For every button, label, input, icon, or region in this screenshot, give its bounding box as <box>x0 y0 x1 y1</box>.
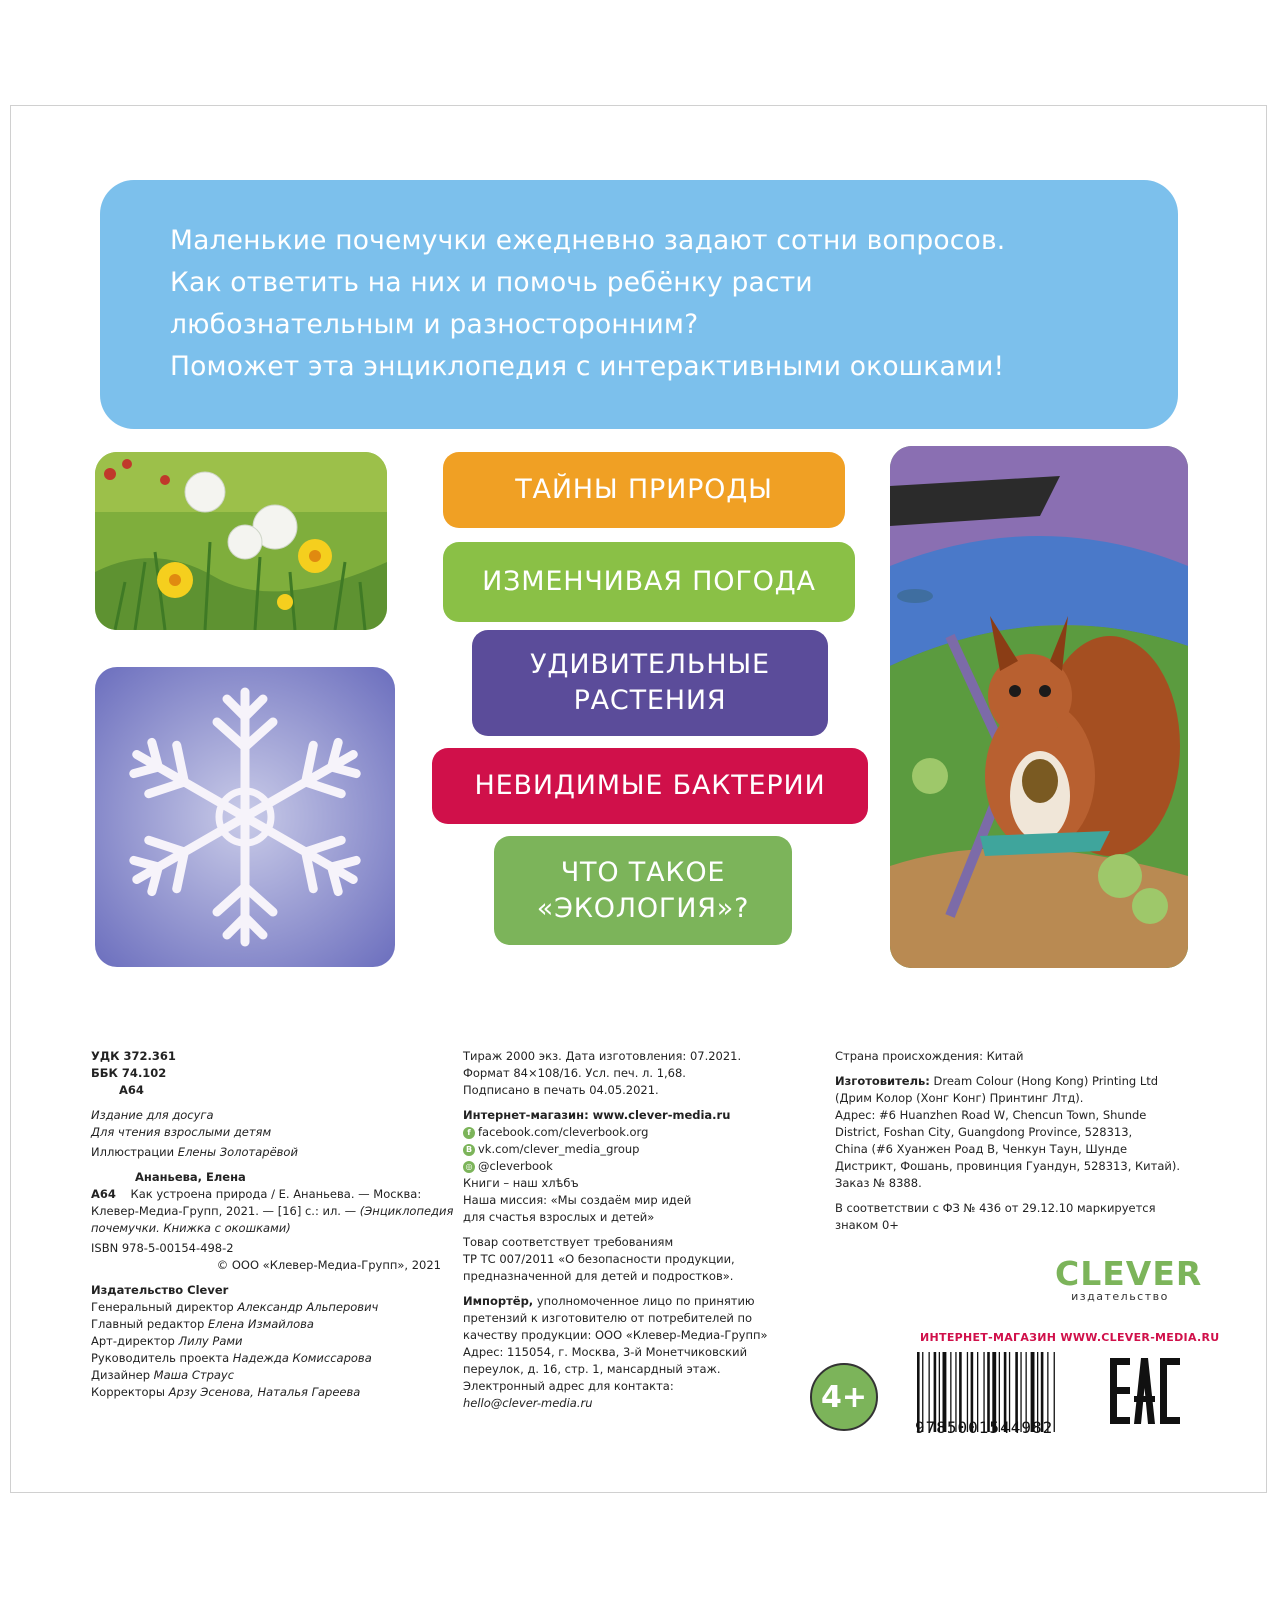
mission: Наша миссия: «Мы создаём мир идей <box>463 1193 692 1207</box>
logo-sub: издательство <box>1071 1290 1169 1303</box>
record-text: Клевер-Медиа-Групп, 2021. — [16] с.: ил. — <box>91 1204 357 1218</box>
email-link[interactable]: hello@clever-media.ru <box>463 1396 593 1410</box>
barcode-digits: 9785001544982 <box>915 1418 1054 1437</box>
eac-mark <box>1110 1358 1180 1424</box>
maker-label: Изготовитель: <box>835 1074 930 1088</box>
facebook-link[interactable]: facebook.com/cleverbook.org <box>478 1125 649 1139</box>
mission: для счастья взрослых и детей» <box>463 1210 655 1224</box>
topic-label: ТАЙНЫ ПРИРОДЫ <box>515 474 773 505</box>
maker-text: Dream Colour (Hong Kong) Printing Ltd <box>933 1074 1159 1088</box>
staff-name: Надежда Комиссарова <box>232 1351 372 1365</box>
vk-icon: B <box>463 1144 475 1156</box>
staff-role: Дизайнер <box>91 1368 150 1382</box>
age-rating-badge: 4+ <box>810 1363 878 1431</box>
record-code: А64 <box>91 1187 116 1201</box>
importer-text: уполномоченное лицо по принятию <box>536 1294 755 1308</box>
importer-text: Адрес: 115054, г. Москва, 3-й Монетчиковский <box>463 1345 748 1359</box>
imprint-column-right <box>835 1048 1185 1234</box>
maker-text: China (#6 Хуанжен Роад В, Ченкун Таун, Шунде <box>835 1142 1128 1156</box>
maker-text: (Дрим Колор (Хонг Конг) Принтинг Лтд). <box>835 1091 1084 1105</box>
series-text: почемучки. Книжка с окошками) <box>91 1221 291 1235</box>
topic-nature-secrets <box>443 452 845 528</box>
staff-role: Главный редактор <box>91 1317 205 1331</box>
order-number: Заказ № 8388. <box>835 1176 922 1190</box>
print-run: Тираж 2000 экз. Дата изготовления: 07.2021. <box>463 1049 742 1063</box>
author-code: А64 <box>119 1083 144 1097</box>
topic-label: РАСТЕНИЯ <box>573 685 727 716</box>
importer-text: качеству продукции: ООО «Клевер-Медиа-Групп» <box>463 1328 768 1342</box>
importer-label: Импортёр, <box>463 1294 534 1308</box>
shop-link[interactable]: Интернет-магазин: www.clever-media.ru <box>463 1108 731 1122</box>
logo-word: CLEVER <box>1055 1254 1203 1293</box>
instagram-link[interactable]: @cleverbook <box>478 1159 553 1173</box>
audience: Для чтения взрослыми детям <box>91 1125 272 1139</box>
importer-text: переулок, д. 16, стр. 1, мансардный этаж. <box>463 1362 721 1376</box>
topic-label: ЧТО ТАКОЕ <box>560 856 726 888</box>
author-name: Ананьева, Елена <box>135 1170 246 1184</box>
law-note: знаком 0+ <box>835 1218 899 1232</box>
topic-amazing-plants <box>472 630 828 736</box>
intro-line: Маленькие почемучки ежедневно задают сотни вопросов. <box>170 225 1006 256</box>
imprint-column-middle <box>463 1048 803 1412</box>
intro-box <box>100 180 1178 429</box>
country: Страна происхождения: Китай <box>835 1049 1024 1063</box>
clever-logo <box>1055 1254 1203 1307</box>
email-label: Электронный адрес для контакта: <box>463 1379 674 1393</box>
staff-role: Генеральный директор <box>91 1300 234 1314</box>
staff-name: Арзу Эсенова, Наталья Гареева <box>168 1385 361 1399</box>
topic-label: УДИВИТЕЛЬНЫЕ <box>530 649 770 680</box>
importer-text: претензий к изготовителю от потребителей по <box>463 1311 753 1325</box>
edition-type: Издание для досуга <box>91 1108 214 1122</box>
udk-code: УДК 372.361 <box>91 1049 176 1063</box>
compliance: Товар соответствует требованиям <box>463 1235 674 1249</box>
staff-role: Корректоры <box>91 1385 165 1399</box>
staff-name: Лилу Рами <box>178 1334 243 1348</box>
print-format: Формат 84×108/16. Усл. печ. л. 1,68. <box>463 1066 686 1080</box>
shop-banner: ИНТЕРНЕТ-МАГАЗИН WWW.CLEVER-MEDIA.RU <box>920 1331 1220 1344</box>
illustrator-name: Елены Золотарёвой <box>177 1145 298 1159</box>
publisher-name: Издательство Clever <box>91 1283 229 1297</box>
instagram-icon: ◎ <box>463 1161 475 1173</box>
staff-role: Руководитель проекта <box>91 1351 230 1365</box>
snowflake-illustration <box>95 667 395 967</box>
facebook-icon: f <box>463 1127 475 1139</box>
record-text: Как устроена природа / Е. Ананьева. — Москва: <box>130 1187 422 1201</box>
copyright: © ООО «Клевер-Медиа-Групп», 2021 <box>216 1258 441 1272</box>
maker-text: District, Foshan City, Guangdong Province, 528313, <box>835 1125 1133 1139</box>
series-text: (Энциклопедия <box>359 1204 454 1218</box>
law-note: В соответствии с ФЗ № 436 от 29.12.10 маркируется <box>835 1201 1156 1215</box>
maker-text: Адрес: #6 Huanzhen Road W, Chencun Town, Shunde <box>835 1108 1147 1122</box>
topic-what-is-ecology <box>494 836 792 945</box>
slogan: Книги – наш хлѣбъ <box>463 1176 579 1190</box>
intro-line: любознательным и разносторонним? <box>170 309 699 340</box>
isbn: ISBN 978-5-00154-498-2 <box>91 1241 234 1255</box>
staff-name: Александр Альперович <box>237 1300 379 1314</box>
topic-label: НЕВИДИМЫЕ БАКТЕРИИ <box>474 770 826 801</box>
print-signed: Подписано в печать 04.05.2021. <box>463 1083 659 1097</box>
staff-name: Елена Измайлова <box>207 1317 314 1331</box>
maker-text: Дистрикт, Фошань, провинция Гуандун, 528313, Китай). <box>835 1159 1181 1173</box>
topic-changing-weather <box>443 542 855 622</box>
bbk-code: ББК 74.102 <box>91 1066 167 1080</box>
meadow-illustration <box>95 452 387 630</box>
illustrations-label: Иллюстрации <box>91 1145 175 1159</box>
topic-label: ИЗМЕНЧИВАЯ ПОГОДА <box>482 566 816 597</box>
staff-role: Арт-директор <box>91 1334 175 1348</box>
topic-label: «ЭКОЛОГИЯ»? <box>536 892 750 924</box>
squirrel-illustration <box>890 446 1188 968</box>
intro-line: Поможет эта энциклопедия с интерактивными окошками! <box>170 351 1005 382</box>
compliance: предназначенной для детей и подростков». <box>463 1269 734 1283</box>
staff-name: Маша Страус <box>153 1368 235 1382</box>
topic-invisible-bacteria <box>432 748 868 824</box>
imprint-column-left <box>91 1048 454 1401</box>
vk-link[interactable]: vk.com/clever_media_group <box>478 1142 640 1156</box>
compliance: ТР ТС 007/2011 «О безопасности продукции, <box>463 1252 735 1266</box>
intro-line: Как ответить на них и помочь ребёнку расти <box>170 267 813 298</box>
